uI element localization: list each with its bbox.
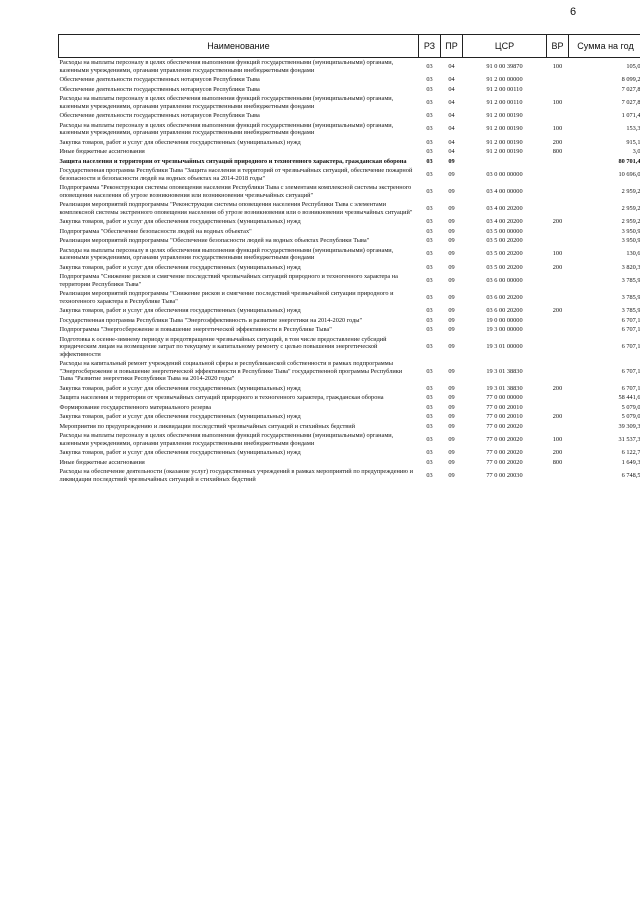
row-rz: 03	[426, 218, 433, 225]
row-name: Формирование государственного материального резерва	[59, 403, 212, 411]
table-row	[59, 431, 640, 448]
row-rz: 03	[426, 85, 433, 93]
table-row	[59, 111, 640, 121]
row-name: Государственная программа Республики Тыва "Энергоэффективность и развитие энергетики на 2014-2020 годы"	[59, 316, 363, 324]
row-sum: 1 071,4	[621, 112, 640, 119]
row-sum: 6 748,5	[621, 471, 640, 479]
row-sum: 3 785,9	[621, 307, 640, 314]
row-vr: 100	[552, 435, 563, 443]
row-vr	[547, 289, 569, 306]
row-pr: 09	[448, 367, 455, 375]
table-row	[59, 236, 640, 246]
table-row	[59, 393, 640, 403]
row-rz: 03	[426, 125, 433, 133]
row-vr: 100	[552, 62, 563, 70]
row-sum: 6 122,7	[621, 449, 640, 456]
row-csr: 77 0 00 20030	[486, 471, 523, 479]
row-sum: 58 441,6	[618, 394, 640, 401]
row-sum: 915,1	[626, 138, 640, 146]
table-row	[59, 272, 640, 289]
row-pr: 04	[448, 76, 455, 83]
row-name: Реализация мероприятий подпрограммы "Реконструкция системы оповещения населения Республики Тыва с элементами комплексной системы экстренного оповещения населения об угрозе возникновения или о возникновении чрезвычайных ситуаций"	[59, 201, 413, 216]
row-rz: 03	[426, 413, 433, 420]
row-pr: 09	[448, 403, 455, 411]
row-pr: 04	[448, 138, 455, 146]
row-csr: 77 0 00 00000	[486, 394, 523, 401]
row-name: Реализация мероприятий подпрограммы "Снижение рисков и смягчение последствий чрезвычайной ситуации природного и техногенного характера в Республике Тыва"	[59, 290, 394, 305]
row-pr: 09	[448, 293, 455, 301]
row-name: Закупка товаров, работ и услуг для обеспечения государственных (муниципальных) нужд	[59, 138, 301, 146]
row-csr: 91 2 00 00190	[486, 138, 523, 146]
row-sum: 6 707,1	[621, 343, 640, 350]
row-pr: 09	[448, 250, 455, 258]
row-csr: 77 0 00 20010	[486, 403, 523, 411]
table-row	[59, 412, 640, 422]
row-rz: 03	[426, 98, 433, 106]
row-csr: 03 5 00 20200	[486, 263, 523, 271]
row-pr: 09	[448, 157, 455, 165]
row-pr: 09	[448, 326, 455, 333]
row-rz: 03	[426, 367, 433, 375]
row-vr	[547, 467, 569, 484]
row-csr: 19 3 01 38830	[486, 367, 523, 375]
row-csr: 03 4 00 00000	[486, 187, 523, 195]
row-rz: 03	[426, 326, 433, 333]
row-vr	[547, 157, 569, 167]
table-row	[59, 263, 640, 273]
row-vr	[547, 227, 569, 237]
row-csr: 03 6 00 20200	[486, 293, 523, 301]
row-sum: 6 707,1	[621, 367, 640, 375]
row-pr: 09	[448, 237, 455, 244]
table-row	[59, 121, 640, 138]
row-csr: 77 0 00 20020	[486, 422, 523, 430]
row-rz: 03	[426, 263, 433, 271]
row-name: Закупка товаров, работ и услуг для обеспечения государственных (муниципальных) нужд	[59, 384, 301, 392]
table-row	[59, 183, 640, 200]
row-sum: 8 099,2	[621, 76, 640, 83]
row-rz: 03	[426, 458, 433, 466]
row-rz: 03	[426, 237, 433, 244]
row-pr: 04	[448, 85, 455, 93]
table-row	[59, 58, 640, 76]
row-rz: 03	[426, 449, 433, 456]
row-csr: 19 0 00 00000	[486, 316, 523, 324]
row-pr: 09	[448, 316, 455, 324]
row-name: Подпрограмма "Энергосбережение и повышение энергетической эффективности в Республике Тыва"	[59, 326, 332, 333]
row-pr: 09	[448, 384, 455, 392]
budget-table	[58, 34, 640, 484]
row-name: Подготовка к осенне-зимнему периоду и предотвращение чрезвычайных ситуаций, в том числе предоставление субсидий юридическим лицам на возмещение затрат по текущему и капитальному ремонту с целью повышения энергетической эффективности	[59, 335, 387, 358]
header-vr: ВР	[547, 35, 569, 58]
row-csr: 77 0 00 20020	[486, 449, 523, 456]
row-vr: 200	[552, 384, 563, 392]
table-row	[59, 403, 640, 413]
table-header-row	[59, 35, 640, 58]
row-vr	[547, 85, 569, 95]
row-csr: 91 2 00 00110	[486, 85, 523, 93]
row-pr: 09	[448, 276, 455, 284]
row-rz: 03	[426, 316, 433, 324]
row-vr: 200	[552, 307, 563, 314]
row-sum: 5 079,0	[621, 413, 640, 420]
table-row	[59, 227, 640, 237]
row-pr: 09	[448, 449, 455, 456]
row-csr: 77 0 00 20020	[486, 435, 523, 443]
row-sum: 3 785,9	[621, 293, 640, 301]
row-pr: 09	[448, 394, 455, 401]
row-vr: 200	[552, 218, 563, 225]
row-name: Подпрограмма "Обеспечение безопасности людей на водных объектах"	[59, 227, 252, 235]
row-pr: 09	[448, 218, 455, 225]
row-vr: 200	[552, 413, 563, 420]
row-rz: 03	[426, 112, 433, 119]
row-csr	[463, 157, 547, 167]
row-pr: 09	[448, 471, 455, 479]
row-sum: 3 950,9	[621, 237, 640, 244]
row-rz: 03	[426, 76, 433, 83]
row-name: Расходы на капитальный ремонт учреждений социальной сферы и республиканской собственности в рамках подпрограммы "Энергосбережение и повышение энергетической эффективности в Республике Тыва" государственной программы Республики Тыва "Развитие энергетики Республики Тыва на 2014-2020 годы"	[59, 360, 403, 382]
row-vr: 100	[552, 98, 563, 106]
table-row	[59, 422, 640, 432]
table-row	[59, 85, 640, 95]
row-name: Обеспечение деятельности государственных нотариусов Республики Тыва	[59, 76, 260, 83]
row-name: Закупка товаров, работ и услуг для обеспечения государственных (муниципальных) нужд	[59, 263, 301, 271]
row-name: Расходы на выплаты персоналу в целях обеспечения выполнения функций государственными (муниципальными) органами, казенными учреждениями, органами управления государственными внебюджетными фондами	[59, 95, 394, 110]
row-name: Защита населения и территории от чрезвычайных ситуаций природного и техногенного характера, гражданская оборона	[59, 394, 384, 401]
row-rz: 03	[426, 403, 433, 411]
row-pr: 04	[448, 148, 455, 155]
row-vr: 800	[552, 458, 563, 466]
row-csr: 19 3 00 00000	[486, 326, 523, 333]
row-vr	[547, 335, 569, 360]
row-pr: 09	[448, 187, 455, 195]
table-row	[59, 147, 640, 157]
row-sum: 105,0	[626, 62, 640, 70]
row-name: Реализация мероприятий подпрограммы "Обеспечение безопасности людей на водных объектах Республики Тыва"	[59, 237, 370, 244]
row-csr: 77 0 00 20020	[486, 458, 523, 466]
table-row	[59, 335, 640, 360]
row-vr	[547, 200, 569, 217]
row-csr: 77 0 00 20010	[486, 413, 523, 420]
row-pr: 09	[448, 170, 455, 178]
row-csr: 91 2 00 00110	[486, 98, 523, 106]
table-row	[59, 246, 640, 263]
row-vr	[547, 111, 569, 121]
row-rz: 03	[426, 343, 433, 350]
row-name: Расходы на выплаты персоналу в целях обеспечения выполнения функций государственными (муниципальными) органами, казенными учреждениями, органами управления государственными внебюджетными фондами	[59, 246, 394, 261]
row-csr: 91 0 00 39870	[486, 62, 523, 70]
table-row	[59, 75, 640, 85]
row-vr: 100	[552, 250, 563, 258]
row-csr: 03 4 00 20200	[486, 218, 523, 225]
row-name: Подпрограмма "Реконструкция системы оповещения населения Республики Тыва с элементами комплексной системы экстренного оповещения населения об угрозе возникновения или возникновении чрезвычайных ситуаций"	[59, 184, 412, 199]
table-row	[59, 306, 640, 316]
row-sum: 2 959,2	[621, 204, 640, 212]
row-sum: 10 696,0	[618, 170, 640, 178]
row-name: Закупка товаров, работ и услуг для обеспечения государственных (муниципальных) нужд	[59, 307, 301, 314]
row-csr: 91 2 00 00000	[486, 76, 523, 83]
row-sum: 1 649,3	[621, 458, 640, 466]
row-pr: 09	[448, 307, 455, 314]
row-vr	[547, 403, 569, 413]
table-row	[59, 448, 640, 458]
row-csr: 91 2 00 00190	[486, 148, 523, 155]
row-rz: 03	[426, 204, 433, 212]
row-vr	[547, 316, 569, 326]
row-pr: 09	[448, 435, 455, 443]
row-vr: 200	[552, 449, 563, 456]
table-row	[59, 316, 640, 326]
row-sum: 80 701,4	[618, 157, 640, 165]
row-pr: 04	[448, 98, 455, 106]
row-sum: 130,6	[626, 250, 640, 258]
row-name: Государственная программа Республики Тыва "Защита населения и территорий от чрезвычайных ситуаций, обеспечение пожарной безопасности и безопасности людей на водных объектах на 2014-2018 годы"	[59, 167, 413, 182]
page-number: 6	[570, 6, 577, 18]
row-vr	[547, 393, 569, 403]
header-csr: ЦСР	[463, 35, 547, 58]
table-row	[59, 217, 640, 227]
row-sum: 3 820,3	[621, 263, 640, 271]
header-rz: РЗ	[419, 35, 441, 58]
row-rz: 03	[426, 170, 433, 178]
row-rz: 03	[426, 276, 433, 284]
row-sum: 6 707,1	[621, 326, 640, 333]
table-row	[59, 384, 640, 394]
row-vr: 200	[552, 263, 563, 271]
row-vr: 100	[552, 125, 563, 133]
row-sum: 6 707,1	[621, 384, 640, 392]
row-rz: 03	[426, 307, 433, 314]
row-vr	[547, 325, 569, 335]
row-pr: 04	[448, 112, 455, 119]
row-csr: 03 5 00 00000	[486, 227, 523, 235]
table-row	[59, 200, 640, 217]
row-vr	[547, 166, 569, 183]
row-name: Защита населения и территории от чрезвычайных ситуаций природного и техногенного характера, гражданская оборона	[59, 157, 407, 165]
table-row	[59, 325, 640, 335]
row-pr: 04	[448, 125, 455, 133]
table-row	[59, 138, 640, 148]
row-pr: 09	[448, 413, 455, 420]
row-name: Подпрограмма "Снижение рисков и смягчение последствий чрезвычайных ситуаций природного и техногенного характера на территории Республики Тыва"	[59, 273, 398, 288]
row-sum: 2 959,2	[621, 218, 640, 225]
row-rz: 03	[426, 384, 433, 392]
table-row	[59, 467, 640, 484]
table-row	[59, 157, 640, 167]
row-sum: 5 079,0	[621, 403, 640, 411]
row-vr	[547, 75, 569, 85]
row-pr: 09	[448, 227, 455, 235]
row-name: Расходы на выплаты персоналу в целях обеспечения выполнения функций государственными (муниципальными) органами, казенными учреждениями, органами управления государственными внебюджетными фондами	[59, 59, 394, 74]
row-csr: 03 5 00 20200	[486, 237, 523, 244]
header-name: Наименование	[59, 35, 419, 58]
table-row	[59, 359, 640, 384]
row-name: Закупка товаров, работ и услуг для обеспечения государственных (муниципальных) нужд	[59, 413, 301, 420]
row-name: Мероприятия по предупреждению и ликвидации последствий чрезвычайных ситуаций и стихийных бедствий	[59, 422, 356, 430]
row-rz: 03	[426, 138, 433, 146]
row-pr: 09	[448, 422, 455, 430]
header-sum: Сумма на год	[569, 35, 640, 58]
row-sum: 7 027,8	[621, 85, 640, 93]
row-rz: 03	[426, 227, 433, 235]
row-name: Закупка товаров, работ и услуг для обеспечения государственных (муниципальных) нужд	[59, 218, 301, 225]
row-csr: 03 6 00 00000	[486, 276, 523, 284]
row-sum: 31 537,3	[618, 435, 640, 443]
row-csr: 91 2 00 00190	[486, 125, 523, 133]
row-sum: 6 707,1	[621, 316, 640, 324]
row-name: Расходы на выплаты персоналу в целях обеспечения выполнения функций государственными (муниципальными) органами, казенными учреждениями, органами управления государственными внебюджетными фондами	[59, 432, 394, 447]
table-body	[59, 58, 640, 485]
row-name: Обеспечение деятельности государственных нотариусов Республики Тыва	[59, 112, 260, 119]
row-rz: 03	[426, 157, 433, 165]
row-name: Закупка товаров, работ и услуг для обеспечения государственных (муниципальных) нужд	[59, 449, 301, 456]
row-sum: 3,0	[632, 148, 640, 155]
row-sum: 153,3	[626, 125, 640, 133]
row-name: Расходы на обеспечение деятельности (оказание услуг) государственных учреждений в рамках мероприятий по предупреждению и ликвидации последствий чрезвычайных ситуаций и стихийных бедствий	[59, 468, 413, 483]
row-rz: 03	[426, 471, 433, 479]
row-sum: 3 950,9	[621, 227, 640, 235]
row-sum: 7 027,8	[621, 98, 640, 106]
table-row	[59, 458, 640, 468]
row-vr	[547, 422, 569, 432]
row-csr: 19 3 01 00000	[486, 343, 523, 350]
row-rz: 03	[426, 394, 433, 401]
row-pr: 09	[448, 263, 455, 271]
row-name: Иные бюджетные ассигнования	[59, 458, 145, 466]
row-name: Расходы на выплаты персоналу в целях обеспечения выполнения функций государственными (муниципальными) органами, казенными учреждениями, органами управления государственными внебюджетными фондами	[59, 121, 394, 136]
table-row	[59, 166, 640, 183]
row-csr: 91 2 00 00190	[486, 112, 523, 119]
row-csr: 03 0 00 00000	[486, 170, 523, 178]
header-pr: ПР	[441, 35, 463, 58]
row-rz: 03	[426, 62, 433, 70]
row-vr	[547, 236, 569, 246]
row-vr: 200	[552, 138, 563, 146]
row-csr: 03 6 00 20200	[486, 307, 523, 314]
row-name: Обеспечение деятельности государственных нотариусов Республики Тыва	[59, 85, 260, 93]
row-pr: 09	[448, 458, 455, 466]
table-row	[59, 94, 640, 111]
row-pr: 04	[448, 62, 455, 70]
table-row	[59, 289, 640, 306]
row-vr	[547, 183, 569, 200]
row-name: Иные бюджетные ассигнования	[59, 148, 145, 155]
row-vr: 800	[552, 148, 563, 155]
row-pr: 09	[448, 204, 455, 212]
row-csr: 03 5 00 20200	[486, 250, 523, 258]
row-sum: 2 959,2	[621, 187, 640, 195]
row-rz: 03	[426, 435, 433, 443]
row-rz: 03	[426, 187, 433, 195]
row-pr: 09	[448, 343, 455, 350]
row-vr	[547, 272, 569, 289]
row-rz: 03	[426, 148, 433, 155]
row-csr: 19 3 01 38830	[486, 384, 523, 392]
row-rz: 03	[426, 250, 433, 258]
row-vr	[547, 359, 569, 384]
row-rz: 03	[426, 422, 433, 430]
row-csr: 03 4 00 20200	[486, 204, 523, 212]
row-sum: 3 785,9	[621, 276, 640, 284]
row-sum: 39 309,3	[618, 422, 640, 430]
row-rz: 03	[426, 293, 433, 301]
